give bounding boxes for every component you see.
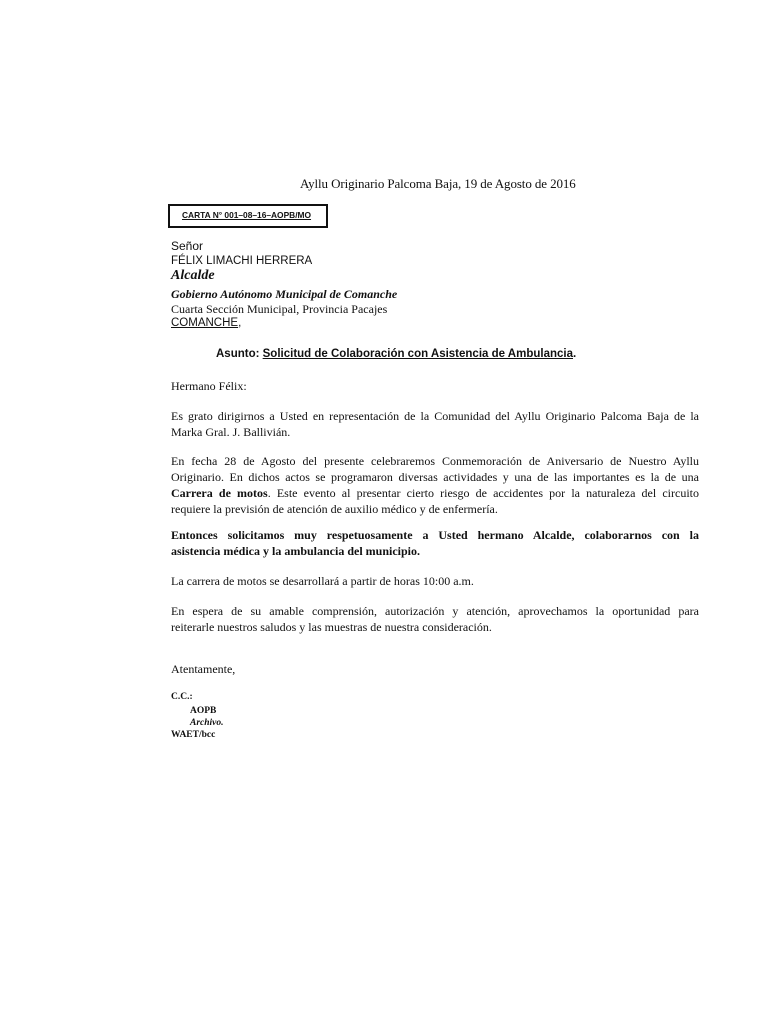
typist-initials: WAET/bcc (171, 730, 216, 740)
paragraph-line: requiere la previsión de atención de auxilio médico y de enfermería. (171, 502, 498, 516)
cc-item: AOPB (190, 706, 217, 716)
paragraph-line: Entonces solicitamos muy respetuosamente a Usted hermano Alcalde, colaborarnos con la (171, 528, 699, 542)
recipient-section: Cuarta Sección Municipal, Provincia Pacajes (171, 302, 388, 316)
paragraph-request (171, 527, 699, 559)
paragraph-line: asistencia médica y la ambulancia del municipio. (171, 544, 421, 558)
recipient-city-suffix: , (238, 317, 242, 329)
paragraph-line: En espera de su amable comprensión, autorización y atención, aprovechamos la oportunidad para (171, 604, 699, 618)
recipient-organization: Gobierno Autónomo Municipal de Comanche (171, 287, 398, 301)
paragraph-line (171, 485, 699, 501)
paragraph-line: La carrera de motos se desarrollará a partir de horas 10:00 a.m. (171, 574, 474, 588)
closing-text: Atentamente, (171, 662, 236, 676)
cc-label: C.C.: (171, 692, 193, 702)
paragraph-line: Originario. En dichos actos se programaron diversas actividades y una de las importantes es la de una (171, 470, 699, 484)
paragraph-line: Es grato dirigirnos a Usted en representación de la Comunidad del Ayllu Originario Palcoma Baja de la (171, 409, 699, 423)
recipient-name: FÉLIX LIMACHI HERRERA (171, 255, 313, 267)
paragraph-line: En fecha 28 de Agosto del presente celebraremos Conmemoración de Aniversario de Nuestro Ayllu (171, 454, 699, 468)
reference-box (168, 204, 328, 228)
greeting-text: Hermano Félix: (171, 379, 247, 393)
recipient-salutation: Señor (171, 239, 204, 253)
paragraph-schedule (171, 573, 699, 589)
place-date-line: Ayllu Originario Palcoma Baja, 19 de Agosto de 2016 (300, 176, 576, 191)
paragraph-intro (171, 408, 699, 440)
subject-text: Solicitud de Colaboración con Asistencia de Ambulancia (262, 348, 573, 360)
cc-item: Archivo. (190, 718, 224, 728)
subject-line (216, 348, 576, 360)
paragraph-event (171, 453, 699, 517)
subject-label: Asunto: (216, 348, 260, 360)
recipient-city (171, 317, 241, 329)
greeting (171, 378, 699, 394)
emphasis-carrera: Carrera de motos (171, 486, 268, 500)
reference-code: CARTA N° 001–08–16–AOPB/MO (182, 210, 312, 220)
paragraph-line: Marka Gral. J. Ballivián. (171, 425, 291, 439)
paragraph-line: reiterarle nuestros saludos y las muestras de nuestra consideración. (171, 620, 492, 634)
closing (171, 661, 699, 677)
subject-suffix: . (573, 348, 577, 360)
paragraph-farewell (171, 603, 699, 635)
recipient-title: Alcalde (171, 268, 215, 283)
paragraph-line-rest: . Este evento al presentar cierto riesgo de accidentes por la naturaleza del circuito (267, 486, 699, 500)
recipient-city-name: COMANCHE (171, 317, 239, 329)
